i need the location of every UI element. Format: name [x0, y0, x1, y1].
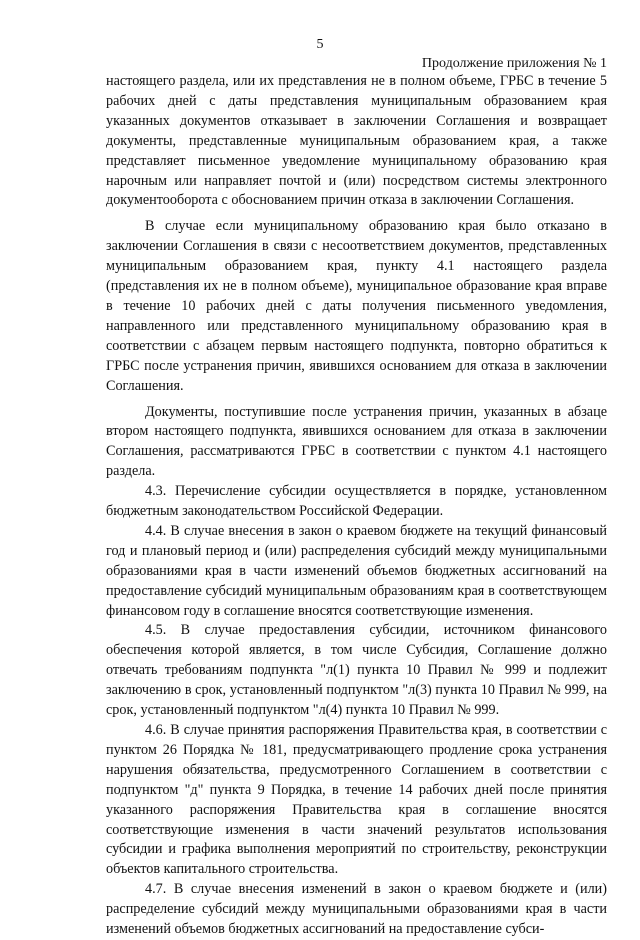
paragraph-refusal-resubmission: В случае если муниципальному образованию края было отказано в заключении Соглашения в связи с несоответствием документов, представленных муниципальным образованием края, пункту 4.1 настоящего раздела (представления их не в полном объеме), муниципальное образование края вправе в течение 10 рабочих дней с даты получения письменного уведомления, направленного или представленного муниципальному образованию края в соответствии с абзацем первым настоящего подпункта, повторно обратиться к ГРБС после устранения причин, явившихся основанием для отказа в заключении Соглашения. — [106, 218, 607, 394]
paragraph-documents-review: Документы, поступившие после устранения причин, указанных в абзаце втором настоящего подпункта, явившихся основанием для отказа в заключении Соглашения, рассматриваются ГРБС в соответствии с пунктом 4.1 настоящего раздела. — [106, 403, 607, 480]
paragraph-4-3: 4.3. Перечисление субсидии осуществляется в порядке, установленном бюджетным законодательством Российской Федерации. — [106, 483, 607, 520]
paragraph-continuation: настоящего раздела, или их представления не в полном объеме, ГРБС в течение 5 рабочих дней с даты представления муниципальным образованием края указанных документов отказывает в заключении Соглашения и возвращает документы, представленные муниципальным образованием края, а также представляет письменное уведомление муниципальному образованию края нарочным или направляет почтой и (или) посредством системы электронного документооборота с обоснованием причин отказа в заключении Соглашения. — [106, 73, 607, 209]
appendix-continuation-note: Продолжение приложения № 1 — [421, 56, 607, 71]
page-number: 5 — [316, 37, 324, 52]
paragraph-4-4: 4.4. В случае внесения в закон о краевом бюджете на текущий финансовый год и плановый период и (или) распределения субсидий между муниципальными образованиями края в части изменений объемов бюджетных ассигнований на предоставление субсидий муниципальным образованиям края в соответствующем финансовом году в соглашение вносятся соответствующие изменения. — [106, 522, 607, 619]
document-body — [106, 72, 607, 940]
paragraph-4-6: 4.6. В случае принятия распоряжения Правительства края, в соответствии с пунктом 26 Порядка № 181, предусматривающего продление срока устранения нарушения обязательства, предусмотренного Соглашением в соответствии с подпунктом "д" пункта 9 Порядка, в течение 14 рабочих дней после принятия указанного распоряжения Правительства края в соглашение вносятся соответствующие изменения в части значений результатов использования субсидии и графика выполнения мероприятий по строительству, реконструкции объектов капитального строительства. — [106, 722, 607, 878]
paragraph-4-7: 4.7. В случае внесения изменений в закон о краевом бюджете и (или) распределение субсидий между муниципальными образованиями края в части изменений объемов бюджетных ассигнований на предоставление субси- — [106, 881, 607, 938]
paragraph-4-5: 4.5. В случае предоставления субсидии, источником финансового обеспечения которой является, в том числе Субсидия, Соглашение должно отвечать требованиям подпункта "л(1) пункта 10 Правил № 999 и подлежит заключению в срок, установленный подпунктом "л(3) пункта 10 Правил № 999, на срок, установленный подпунктом "л(4) пункта 10 Правил № 999. — [106, 622, 607, 719]
